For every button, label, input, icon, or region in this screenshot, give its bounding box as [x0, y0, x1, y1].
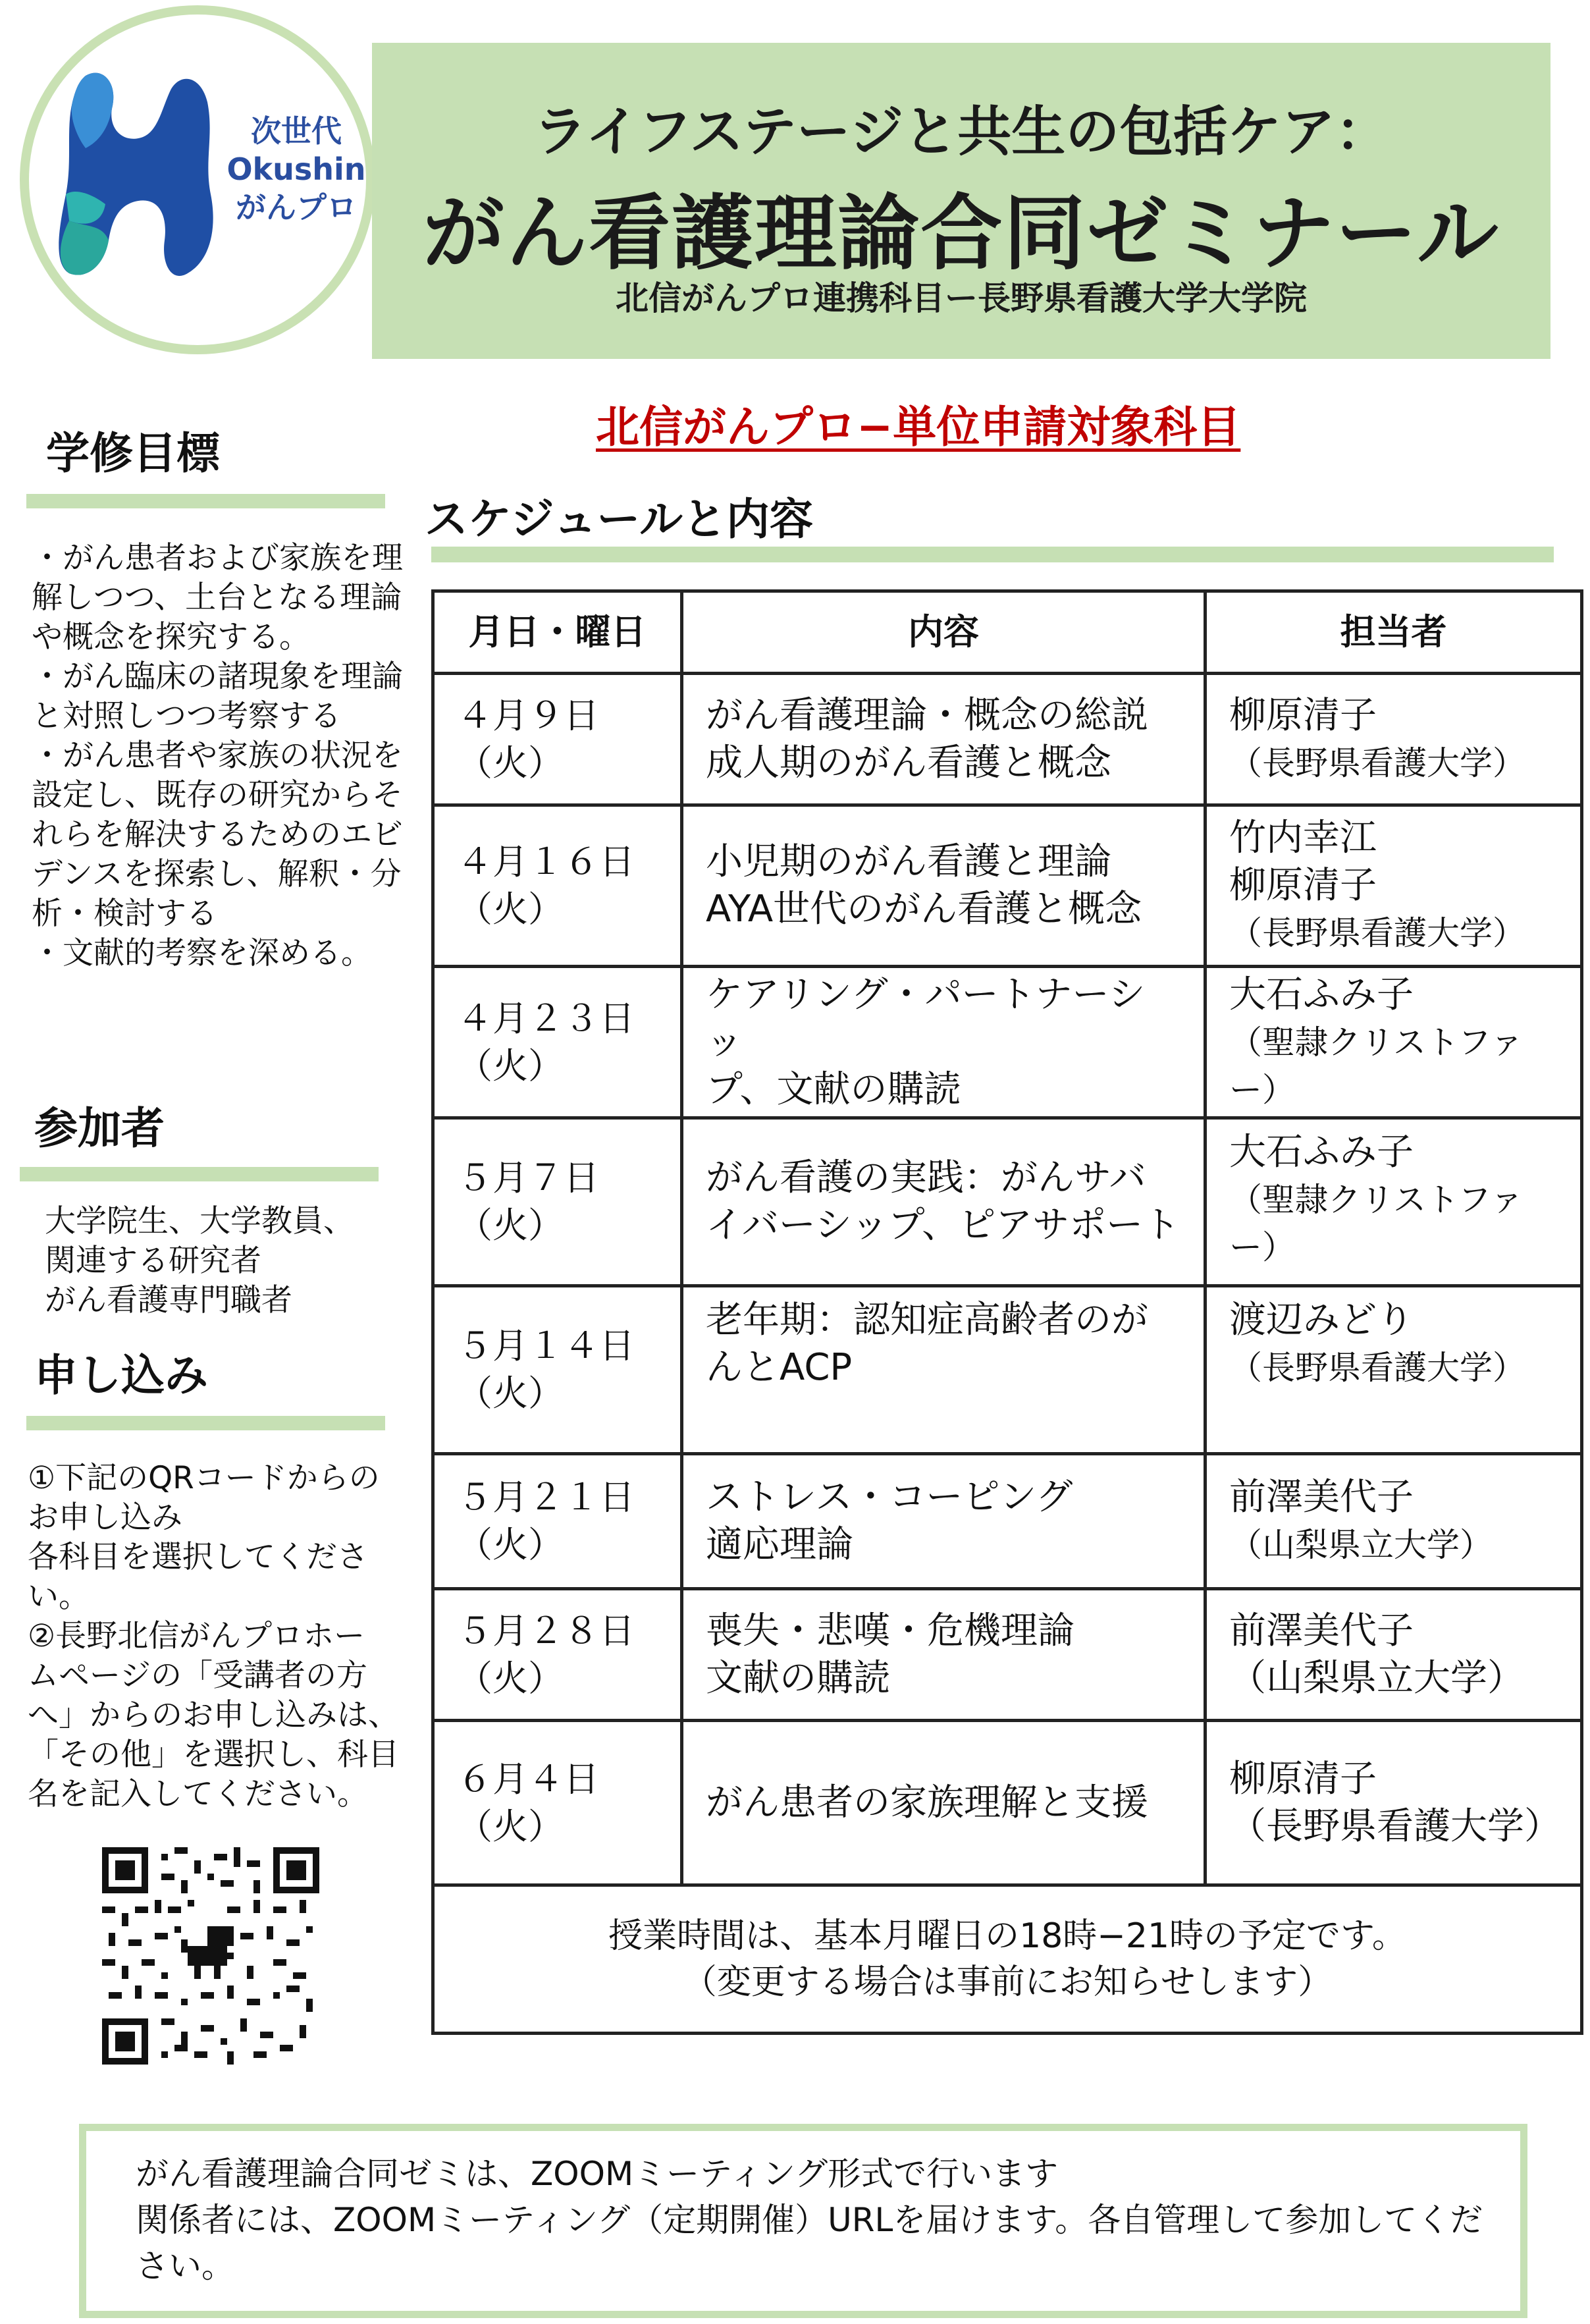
header-banner [372, 43, 1550, 359]
row-staff-cell [1206, 967, 1582, 1118]
schedule-heading: スケジュールと内容 [425, 494, 814, 545]
row-staff-name: 大石ふみ子 [1229, 1131, 1414, 1174]
row-content-cell [682, 1589, 1206, 1721]
col-header-content: 内容 [682, 591, 1206, 674]
row-date: ４月２３日 [457, 997, 635, 1039]
logo-line2: Okushin [226, 151, 366, 187]
row-staff-cell [1206, 1589, 1582, 1721]
row-content-line: 適応理論 [706, 1523, 853, 1566]
row-staff-name: 渡辺みどり [1229, 1299, 1414, 1341]
row-date-cell [433, 1589, 682, 1721]
zoom-notice-text: がん看護理論合同ゼミは、ZOOMミーティング形式で行います 関係者には、ZOOMミーティング（定期開催）URLを届けます。各自管理して参加してくだ さい。 [136, 2155, 1483, 2285]
row-content-line: 小児期のがん看護と理論 [706, 840, 1111, 883]
row-content-cell [682, 967, 1206, 1118]
row-content-line: 喪失・悲嘆・危機理論 [706, 1609, 1074, 1652]
table-row [433, 805, 1582, 967]
row-day: （火） [457, 1372, 564, 1414]
header-title: がん看護理論合同ゼミナール [423, 186, 1500, 281]
schedule-rule [431, 547, 1554, 562]
row-staff-name: 柳原清子 [1229, 693, 1377, 737]
row-date: ５月２１日 [457, 1476, 635, 1518]
table-header-row [433, 591, 1582, 674]
row-day: （火） [457, 1657, 564, 1699]
row-date-cell [433, 1286, 682, 1454]
row-date-cell [433, 967, 682, 1118]
row-day: （火） [457, 1204, 564, 1246]
zoom-notice-box [79, 2124, 1527, 2318]
row-staff-cell [1206, 674, 1582, 805]
row-staff-affiliation: （長野県看護大学） [1229, 1349, 1525, 1387]
row-staff-name: 竹内幸江 [1229, 817, 1377, 859]
table-row [433, 674, 1582, 805]
schedule-table [431, 589, 1583, 2035]
participants-rule [20, 1167, 379, 1181]
row-date-cell [433, 1118, 682, 1286]
row-content-cell [682, 1118, 1206, 1286]
row-content-line: んとACP [706, 1346, 853, 1389]
row-content-line: ケアリング・パートナーシッ [706, 973, 1146, 1064]
table-row [433, 967, 1582, 1118]
class-time-line1: 授業時間は、基本月曜日の18時−21時の予定です。 [608, 1916, 1406, 1956]
qr-code-icon[interactable] [102, 1847, 319, 2065]
row-day: （火） [457, 1524, 564, 1565]
header-note: 北信がんプロ連携科目ー長野県看護大学大学院 [616, 279, 1307, 317]
row-staff-name: 柳原清子 [1229, 864, 1377, 907]
row-date: ４月９日 [457, 694, 599, 736]
class-time-line2: （変更する場合は事前にお知らせします） [682, 1962, 1333, 2002]
row-staff-name: 大石ふみ子 [1229, 973, 1414, 1016]
row-content-line: AYA世代のがん看護と概念 [706, 888, 1142, 931]
table-row [433, 1721, 1582, 1885]
row-content-line: プ、文献の購読 [706, 1067, 961, 1111]
credit-notice: 北信がんプロ−単位申請対象科目 [596, 402, 1241, 452]
logo-text [221, 112, 372, 227]
table-row [433, 1286, 1582, 1454]
apply-text: ①下記のQRコードからの お申し込み 各科目を選択してくださ い。 ②長野北信がんプロホー ムページの「受講者の方 へ」からのお申し込みは、 「その他」を選択し、科目 名を記入してください。 [28, 1460, 399, 1812]
row-date: ６月４日 [457, 1758, 599, 1800]
row-content-line: イバーシップ、ピアサポート [706, 1204, 1180, 1247]
row-date-cell [433, 1721, 682, 1885]
logo-h-icon [46, 63, 237, 286]
table-row [433, 1118, 1582, 1286]
row-content-cell [682, 674, 1206, 805]
row-staff-name: 前澤美代子 [1229, 1609, 1414, 1652]
row-content-line: 成人期のがん看護と概念 [706, 741, 1111, 784]
row-date: ５月１４日 [457, 1325, 635, 1366]
goals-heading: 学修目標 [46, 428, 220, 479]
row-staff-affiliation: （山梨県立大学） [1229, 1656, 1524, 1700]
row-content-cell [682, 1721, 1206, 1885]
row-staff-cell [1206, 1286, 1582, 1454]
row-content-cell [682, 805, 1206, 967]
logo-line1: 次世代 [251, 113, 342, 149]
row-content-line: ストレス・コーピング [706, 1476, 1073, 1519]
table-row [433, 1454, 1582, 1589]
row-date: ４月１６日 [457, 841, 635, 882]
row-content-line: がん患者の家族理解と支援 [706, 1781, 1148, 1824]
row-staff-name: 柳原清子 [1229, 1757, 1377, 1800]
row-content-line: がん看護理論・概念の総説 [706, 693, 1148, 737]
row-day: （火） [457, 1044, 564, 1087]
row-day: （火） [457, 1805, 564, 1847]
class-time-note [433, 1885, 1582, 2034]
header-subtitle: ライフステージと共生の包括ケア： [533, 101, 1390, 163]
row-day: （火） [457, 888, 564, 930]
row-date-cell [433, 805, 682, 967]
row-staff-affiliation: （聖隷クリストファー） [1229, 1181, 1524, 1266]
row-date: ５月７日 [457, 1157, 599, 1199]
col-header-staff: 担当者 [1206, 591, 1582, 674]
row-staff-affiliation: （長野県看護大学） [1229, 914, 1525, 952]
row-date-cell [433, 1454, 682, 1589]
table-row [433, 1589, 1582, 1721]
participants-heading: 参加者 [34, 1103, 165, 1154]
row-staff-cell [1206, 1118, 1582, 1286]
row-day: （火） [457, 742, 564, 784]
row-content-line: がん看護の実践：がんサバ [706, 1156, 1146, 1199]
col-header-date: 月日・曜日 [433, 591, 682, 674]
row-staff-cell [1206, 1454, 1582, 1589]
apply-rule [26, 1416, 385, 1430]
goals-text: ・がん患者および家族を理 解しつつ、土台となる理論 や概念を探究する。 ・がん臨床の諸現象を理論 と対照しつつ考察する ・がん患者や家族の状況を 設定し、既存の研究からそ れらを解決するためのエビ デンスを探索し、解釈・分 析・検討する ・文献的考察を深める。 [32, 540, 403, 971]
row-content-line: 老年期：認知症高齢者のが [706, 1299, 1148, 1341]
row-staff-cell [1206, 1721, 1582, 1885]
row-date-cell [433, 674, 682, 805]
apply-heading: 申し込み [34, 1350, 208, 1401]
participants-text: 大学院生、大学教員、 関連する研究者 がん看護専門職者 [45, 1203, 354, 1318]
row-content-cell [682, 1454, 1206, 1589]
row-staff-cell [1206, 805, 1582, 967]
row-staff-affiliation: （山梨県立大学） [1229, 1526, 1493, 1564]
row-content-cell [682, 1286, 1206, 1454]
table-footer-row [433, 1885, 1582, 2034]
row-date: ５月２８日 [457, 1609, 635, 1652]
row-staff-affiliation: （長野県看護大学） [1229, 743, 1525, 782]
row-staff-name: 前澤美代子 [1229, 1476, 1414, 1519]
logo-line3: がんプロ [236, 190, 357, 225]
row-staff-affiliation: （長野県看護大学） [1229, 1804, 1561, 1848]
row-staff-affiliation: （聖隷クリストファー） [1229, 1023, 1524, 1109]
goals-rule [26, 494, 385, 508]
row-content-line: 文献の購読 [706, 1656, 890, 1700]
